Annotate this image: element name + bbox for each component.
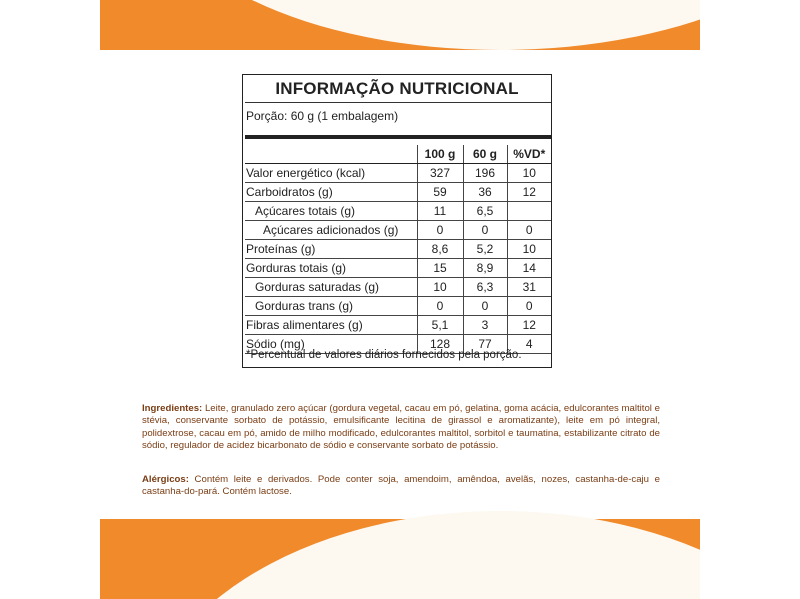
row-value-vd: 10 [507,164,551,183]
row-value-100g: 327 [417,164,463,183]
row-value-100g: 5,1 [417,316,463,335]
table-row [245,183,551,202]
row-label: Açúcares totais (g) [245,202,417,221]
row-value-100g: 10 [417,278,463,297]
allergens-text: Contém leite e derivados. Pode conter soja, amendoim, amêndoa, avelãs, nozes, castanha-de-caju e castanha-do-pará. Contém lactose. [142,474,660,498]
table-row [245,221,551,240]
row-label: Fibras alimentares (g) [245,316,417,335]
header-60g: 60 g [463,145,507,164]
row-label: Carboidratos (g) [245,183,417,202]
row-value-60g: 196 [463,164,507,183]
header-blank [245,145,417,164]
row-value-100g: 0 [417,221,463,240]
row-label: Valor energético (kcal) [245,164,417,183]
panel-title: INFORMAÇÃO NUTRICIONAL [275,79,519,98]
ingredients-text: Leite, granulado zero açúcar (gordura vegetal, cacau em pó, gelatina, goma acácia, edulcorantes maltitol e stévia, conservante sorbato de potássio, emulsificante lecitina de girassol e aromatizante), leite em pó integral, polidextrose, cacau em pó, amido de milho modificado, edulcorantes maltitol, sorbitol e taumatina, estabilizante citrato de sódio, regulador de acidez bicarbonato de sódio e conservante sorbato de potássio. [142,403,660,452]
allergens-heading: Alérgicos: [142,474,189,485]
row-value-100g: 128 [417,335,463,354]
row-value-100g: 11 [417,202,463,221]
row-value-vd [507,202,551,221]
nutrition-facts-panel [242,74,552,368]
row-value-vd: 10 [507,240,551,259]
table-header-row [245,145,551,164]
row-value-vd: 0 [507,221,551,240]
ingredients-heading: Ingredientes: [142,403,203,414]
table-row [245,259,551,278]
header-vd: %VD* [507,145,551,164]
header-100g: 100 g [417,145,463,164]
bottom-curve [140,511,700,599]
row-value-100g: 15 [417,259,463,278]
ingredients-paragraph [142,403,660,453]
title-divider [245,102,551,103]
row-label: Açúcares adicionados (g) [245,221,417,240]
nutrition-table [245,145,551,354]
daily-value-footnote: *Percentual de valores diários fornecidos pela porção. [246,349,522,361]
row-value-60g: 8,9 [463,259,507,278]
row-value-60g: 3 [463,316,507,335]
row-value-60g: 5,2 [463,240,507,259]
row-value-60g: 36 [463,183,507,202]
row-label: Gorduras trans (g) [245,297,417,316]
row-value-60g: 6,3 [463,278,507,297]
thick-divider [245,135,551,139]
row-value-vd: 31 [507,278,551,297]
row-value-60g: 77 [463,335,507,354]
row-value-100g: 8,6 [417,240,463,259]
row-value-vd: 0 [507,297,551,316]
row-value-100g: 0 [417,297,463,316]
row-value-vd: 4 [507,335,551,354]
table-row [245,202,551,221]
row-label: Gorduras saturadas (g) [245,278,417,297]
allergens-paragraph [142,474,660,499]
row-value-vd: 14 [507,259,551,278]
top-curve [150,0,700,50]
row-value-60g: 0 [463,297,507,316]
portion-size: Porção: 60 g (1 embalagem) [246,109,399,123]
row-value-60g: 6,5 [463,202,507,221]
table-row [245,240,551,259]
row-value-60g: 0 [463,221,507,240]
table-row [245,164,551,183]
row-value-100g: 59 [417,183,463,202]
table-row [245,278,551,297]
row-value-vd: 12 [507,183,551,202]
row-label: Gorduras totais (g) [245,259,417,278]
row-label: Sódio (mg) [245,335,417,354]
row-value-vd: 12 [507,316,551,335]
table-row [245,316,551,335]
table-row [245,297,551,316]
row-label: Proteínas (g) [245,240,417,259]
